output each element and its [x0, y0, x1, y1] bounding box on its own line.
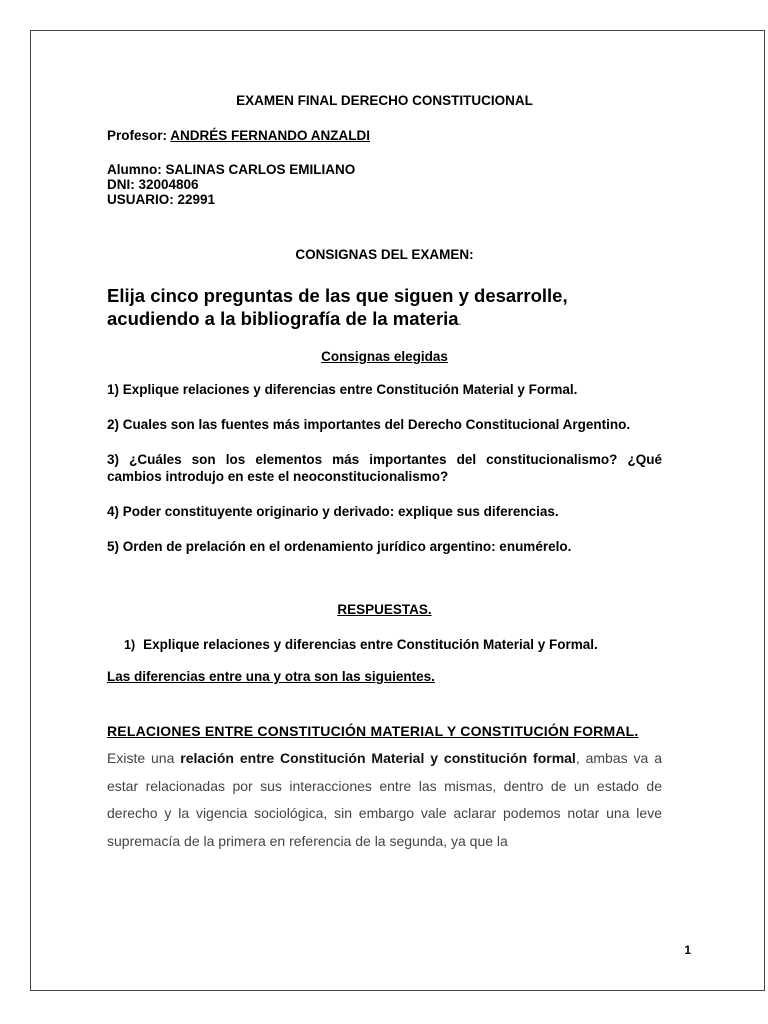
- student-info: [107, 162, 662, 207]
- question-1: 1) Explique relaciones y diferencias entre Constitución Material y Formal.: [107, 382, 578, 397]
- professor-label: Profesor:: [107, 128, 171, 143]
- chosen-heading: Consignas elegidas: [321, 349, 448, 364]
- exam-title: EXAMEN FINAL DERECHO CONSTITUCIONAL: [236, 93, 533, 108]
- professor-line: [107, 128, 662, 143]
- answer-1-question: [107, 637, 662, 652]
- professor-name: ANDRÉS FERNANDO ANZALDI: [170, 128, 371, 143]
- question-2: 2) Cuales son las fuentes más importantes del Derecho Constitucional Argentino.: [107, 417, 631, 432]
- consignas-heading: CONSIGNAS DEL EXAMEN:: [295, 247, 474, 262]
- differences-line: Las diferencias entre una y otra son las siguientes.: [107, 669, 435, 684]
- paragraph-start: Existe una: [107, 750, 181, 766]
- paragraph-rest: , ambas va a estar relacionadas por sus interacciones entre las mismas, dentro de un estado de derecho y la vigencia sociológica, sin embargo vale aclarar podemos notar una leve supremacía de la primera en referencia de la segunda, ya que la: [107, 750, 662, 849]
- answer-1-number: 1): [124, 638, 136, 652]
- question-4: 4) Poder constituyente originario y derivado: explique sus diferencias.: [107, 504, 559, 519]
- student-name: Alumno: SALINAS CARLOS EMILIANO: [107, 162, 356, 177]
- question-3: 3) ¿Cuáles son los elementos más importantes del constitucionalismo? ¿Qué cambios introdujo en este el neoconstitucionalismo?: [107, 452, 662, 484]
- document-page: [30, 30, 765, 991]
- answer-1-text: Explique relaciones y diferencias entre Constitución Material y Formal.: [143, 637, 598, 652]
- exam-instruction: [107, 284, 662, 334]
- instruction-period: .: [458, 317, 462, 328]
- paragraph-bold: relación entre Constitución Material y constitución formal: [180, 750, 576, 766]
- page-number: 1: [684, 943, 691, 957]
- answers-heading: RESPUESTAS.: [337, 602, 432, 617]
- student-user: USUARIO: 22991: [107, 192, 216, 207]
- page-content: [107, 93, 662, 855]
- answer-paragraph: [107, 745, 662, 855]
- relations-heading: RELACIONES ENTRE CONSTITUCIÓN MATERIAL Y CONSTITUCIÓN FORMAL.: [107, 723, 639, 739]
- question-5: 5) Orden de prelación en el ordenamiento jurídico argentino: enumérelo.: [107, 539, 572, 554]
- student-dni: DNI: 32004806: [107, 177, 199, 192]
- instruction-text: Elija cinco preguntas de las que siguen y desarrolle, acudiendo a la bibliografía de la materia: [107, 285, 568, 329]
